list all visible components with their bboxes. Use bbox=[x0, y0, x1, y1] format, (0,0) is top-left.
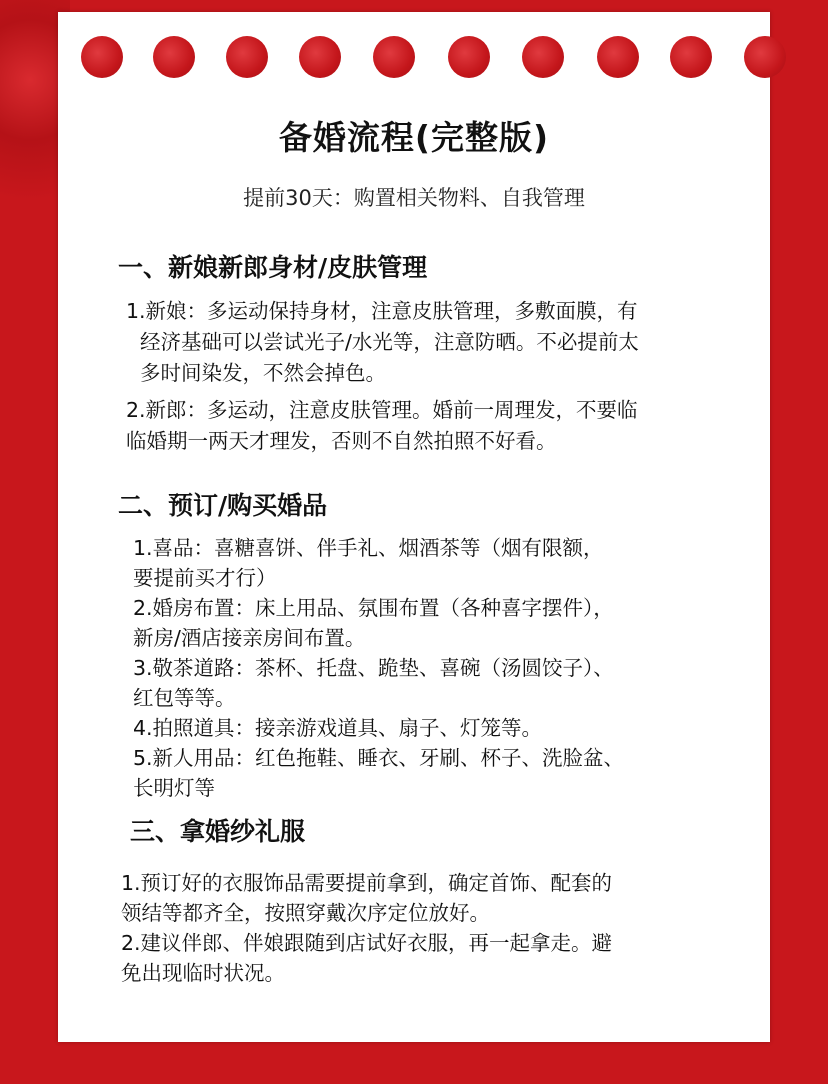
section-2-line: 5.新人用品：红色拖鞋、睡衣、牙刷、杯子、洗脸盆、 bbox=[133, 746, 625, 770]
section-2-line: 2.婚房布置：床上用品、氛围布置（各种喜字摆件）， bbox=[133, 596, 614, 620]
section-1-line: 多时间染发，不然会掉色。 bbox=[140, 361, 386, 385]
section-3-line: 免出现临时状况。 bbox=[121, 961, 285, 985]
page-title: 备婚流程(完整版) bbox=[278, 118, 550, 157]
section-1-line: 临婚期一两天才理发，否则不自然拍照不好看。 bbox=[126, 429, 557, 453]
binding-hole bbox=[226, 36, 268, 78]
binding-hole bbox=[299, 36, 341, 78]
binding-hole bbox=[153, 36, 195, 78]
section-2-line: 长明灯等 bbox=[133, 776, 215, 800]
binding-hole bbox=[744, 36, 786, 78]
section-3-line: 领结等都齐全，按照穿戴次序定位放好。 bbox=[121, 901, 490, 925]
section-2-line: 1.喜品：喜糖喜饼、伴手礼、烟酒茶等（烟有限额， bbox=[133, 536, 604, 560]
binding-hole bbox=[597, 36, 639, 78]
section-2-line: 要提前买才行） bbox=[133, 566, 277, 590]
binding-hole bbox=[373, 36, 415, 78]
section-3-line: 1.预订好的衣服饰品需要提前拿到，确定首饰、配套的 bbox=[121, 871, 613, 895]
binding-hole bbox=[81, 36, 123, 78]
binding-hole bbox=[670, 36, 712, 78]
page-subtitle: 提前30天：购置相关物料、自我管理 bbox=[243, 186, 585, 210]
section-1-line: 1.新娘：多运动保持身材，注意皮肤管理，多敷面膜，有 bbox=[126, 299, 638, 323]
section-1-line: 2.新郎：多运动，注意皮肤管理。婚前一周理发，不要临 bbox=[126, 398, 638, 422]
binding-holes bbox=[0, 0, 828, 110]
section-heading-1: 一、新娘新郎身材/皮肤管理 bbox=[118, 253, 428, 282]
section-2-line: 4.拍照道具：接亲游戏道具、扇子、灯笼等。 bbox=[133, 716, 543, 740]
section-2-line: 3.敬茶道路：茶杯、托盘、跪垫、喜碗（汤圆饺子）、 bbox=[133, 656, 614, 680]
section-2-line: 红包等等。 bbox=[133, 686, 236, 710]
section-2-line: 新房/酒店接亲房间布置。 bbox=[133, 626, 366, 650]
section-1-line: 经济基础可以尝试光子/水光等，注意防晒。不必提前太 bbox=[140, 330, 639, 354]
binding-hole bbox=[522, 36, 564, 78]
binding-hole bbox=[448, 36, 490, 78]
section-3-line: 2.建议伴郎、伴娘跟随到店试好衣服，再一起拿走。避 bbox=[121, 931, 613, 955]
section-heading-2: 二、预订/购买婚品 bbox=[118, 491, 328, 520]
section-heading-3: 三、拿婚纱礼服 bbox=[130, 817, 306, 846]
